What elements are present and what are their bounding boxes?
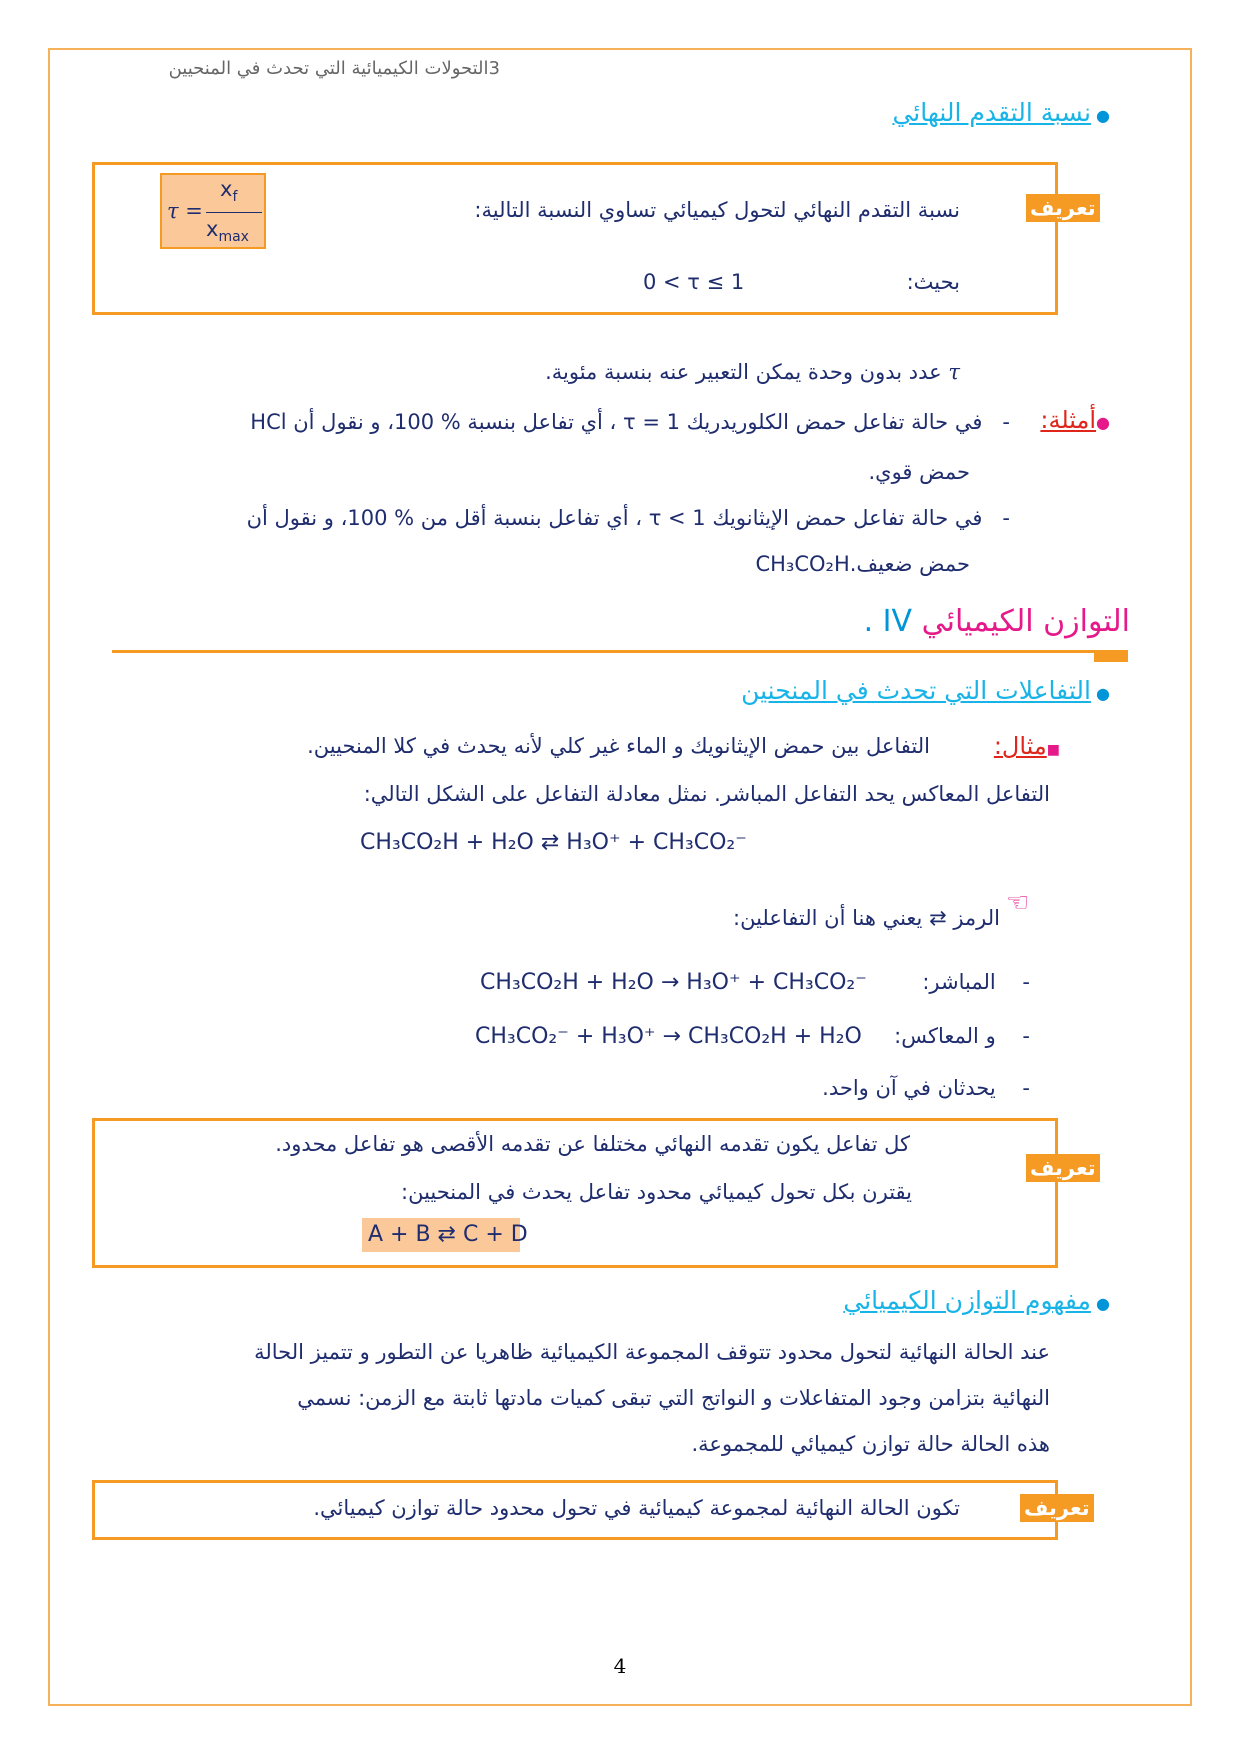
condition-label: بحيث: (906, 270, 960, 294)
simultaneous-text: يحدثان في آن واحد. (822, 1076, 996, 1100)
limited-def-line-1: كل تفاعل يكون تقدمه النهائي مختلفا عن تقدمه الأقصى هو تفاعل محدود. (275, 1132, 910, 1156)
direct-equation: CH₃CO₂H + H₂O → H₃O⁺ + CH₃CO₂⁻ (480, 970, 867, 995)
bullet-icon: ● (1096, 1294, 1110, 1313)
section-underline-mark (1094, 650, 1128, 662)
examples-label: أمثلة: (1040, 406, 1097, 434)
example-text: التفاعل بين حمض الإيثانويك و الماء غير كلي لأنه يحدث في كلا المنحيين. (307, 734, 930, 758)
condition-formula: 0 < τ ≤ 1 (643, 270, 745, 294)
bullet-icon: ● (1096, 413, 1110, 432)
two-way-heading: التفاعلات التي تحدث في المنحنين (741, 676, 1091, 705)
section-title-row (760, 604, 1130, 639)
tau-formula-box (160, 173, 266, 249)
formula-numerator: x (220, 177, 233, 201)
example-1-text: في حالة تفاعل حمض الكلوريدريك τ = 1 ، أي تفاعل بنسبة % 100، و نقول أن HCl (250, 410, 983, 434)
definition-text: نسبة التقدم النهائي لتحول كيميائي تساوي النسبة التالية: (474, 198, 960, 222)
example-label: مثال: (993, 732, 1047, 760)
direct-label: المباشر: (922, 970, 996, 994)
example-1-line-1: - في حالة تفاعل حمض الكلوريدريك τ = 1 ، أي تفاعل بنسبة % 100، و نقول أن HCl (250, 410, 1010, 434)
final-progress-heading-row (700, 98, 1110, 127)
tau-note: عدد بدون وحدة يمكن التعبير عنه بنسبة مئوية. (545, 360, 942, 384)
general-equation: A + B ⇄ C + D (368, 1222, 528, 1247)
main-equation: CH₃CO₂H + H₂O ⇄ H₃O⁺ + CH₃CO₂⁻ (360, 830, 747, 855)
reverse-label-row: - و المعاكس: (894, 1024, 1030, 1048)
reverse-label: و المعاكس: (894, 1024, 996, 1048)
section-title: التوازن الكيميائي (921, 604, 1130, 639)
example-2-line-2 (600, 552, 970, 576)
examples-label-row (1000, 406, 1110, 434)
direct-label-row: - المباشر: (922, 970, 1030, 994)
definition-tag: تعريف (1026, 194, 1100, 222)
final-progress-heading: نسبة التقدم النهائي (892, 98, 1091, 127)
concept-line-1: عند الحالة النهائية لتحول محدود تتوقف المجموعة الكيميائية ظاهريا عن التطور و تتميز الحالة (254, 1340, 1050, 1364)
equilibrium-concept-heading-row (700, 1286, 1110, 1315)
reverse-limits-text: التفاعل المعاكس يحد التفاعل المباشر. نمثل معادلة التفاعل على الشكل التالي: (363, 782, 1050, 806)
pointing-hand-icon: ☜ (1006, 888, 1030, 918)
fraction-bar (206, 212, 262, 213)
page-header: 3التحولات الكيميائية التي تحدث في المنحيين (168, 58, 500, 79)
example-1-line-2: حمض قوي. (868, 460, 970, 484)
bullet-icon: ● (1096, 106, 1110, 125)
two-way-heading-row (600, 676, 1110, 705)
formula-denominator: x (206, 217, 219, 241)
reverse-equation: CH₃CO₂⁻ + H₃O⁺ → CH₃CO₂H + H₂O (475, 1024, 862, 1049)
general-equation-box (362, 1218, 528, 1252)
formula-numerator-sub: f (232, 189, 238, 206)
tau-formula-lhs: τ = (167, 199, 203, 223)
equilibrium-definition-text: تكون الحالة النهائية لمجموعة كيميائية في تحول محدود حالة توازن كيميائي. (313, 1496, 960, 1520)
formula-denominator-sub: max (218, 229, 249, 246)
limited-def-line-2: يقترن بكل تحول كيميائي محدود تفاعل يحدث في المنحيين: (401, 1180, 912, 1204)
example-label-row (950, 732, 1060, 760)
simultaneous-row: - يحدثان في آن واحد. (822, 1076, 1030, 1100)
ethanoic-acid-formula: CH₃CO₂H (755, 552, 850, 576)
definition-tag: تعريف (1020, 1494, 1094, 1522)
tau-symbol: τ (948, 360, 960, 384)
example-2-conclusion: حمض ضعيف. (849, 552, 970, 576)
concept-line-2: النهائية بتزامن وجود المتفاعلات و النواتج التي تبقى كميات مادتها ثابتة مع الزمن: نسمي (297, 1386, 1050, 1410)
square-bullet-icon: ■ (1046, 742, 1060, 758)
definition-tag: تعريف (1026, 1154, 1100, 1182)
bullet-icon: ● (1096, 684, 1110, 703)
section-number: IV . (863, 604, 913, 639)
example-2-line-1: - في حالة تفاعل حمض الإيثانويك τ < 1 ، أي تفاعل بنسبة أقل من % 100، و نقول أن (246, 506, 1010, 530)
example-2-text: في حالة تفاعل حمض الإيثانويك τ < 1 ، أي تفاعل بنسبة أقل من % 100، و نقول أن (246, 506, 983, 530)
equilibrium-concept-heading: مفهوم التوازن الكيميائي (843, 1286, 1091, 1315)
page-number: 4 (613, 1654, 627, 1678)
section-underline (112, 650, 1128, 653)
symbol-note: الرمز ⇄ يعني هنا أن التفاعلين: (733, 906, 1000, 930)
concept-line-3: هذه الحالة حالة توازن كيميائي للمجموعة. (691, 1432, 1050, 1456)
tau-note-row (400, 360, 960, 384)
